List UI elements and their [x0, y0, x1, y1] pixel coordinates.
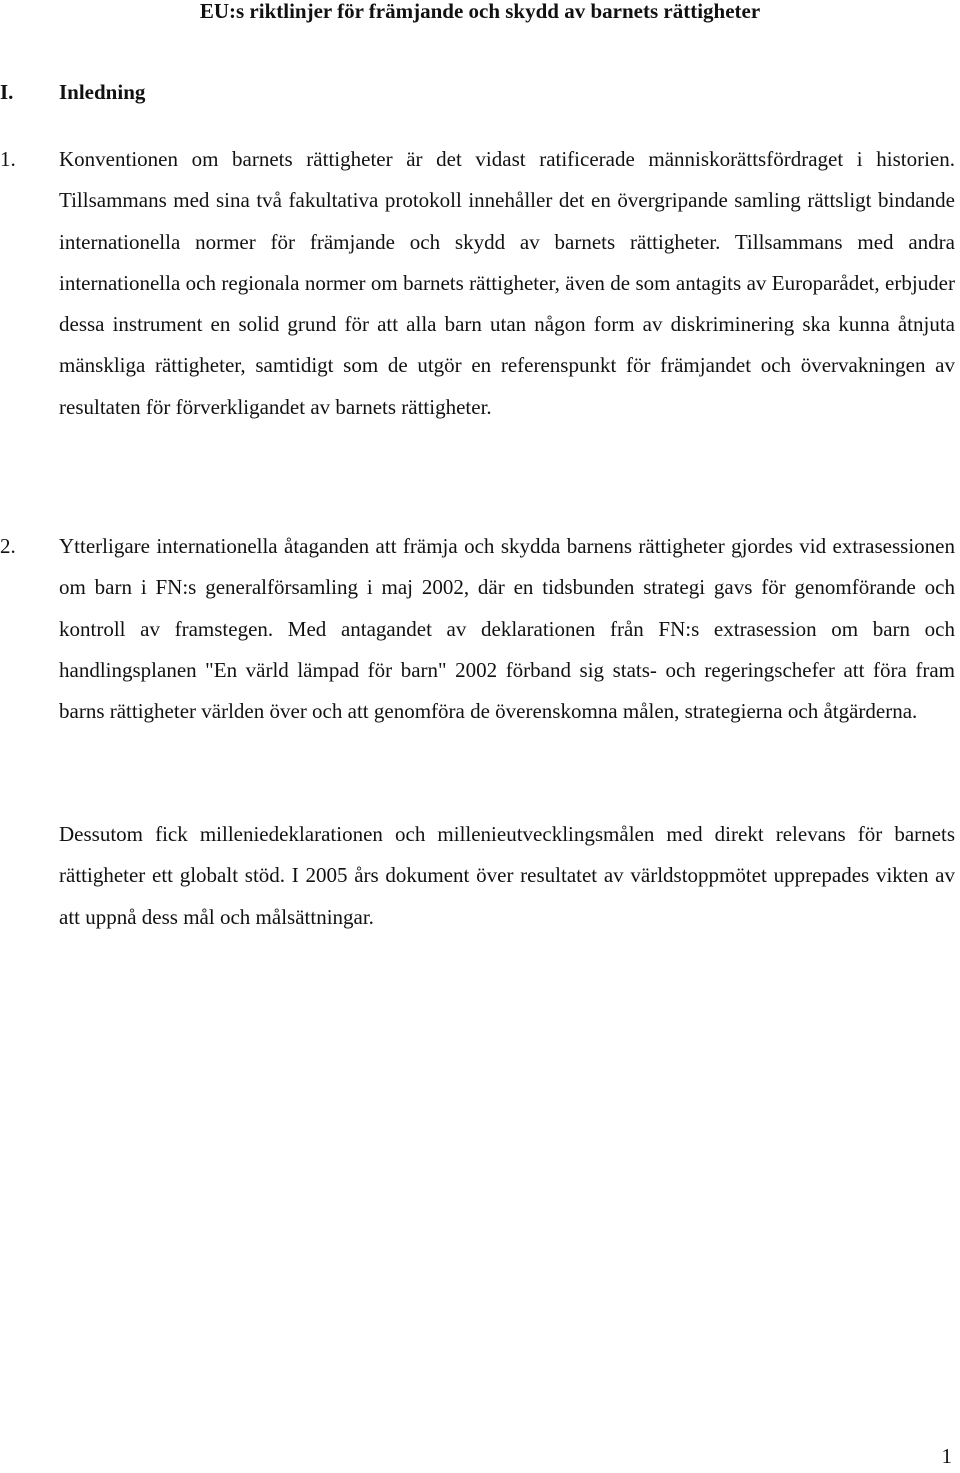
paragraph-2	[0, 526, 955, 732]
page-number: 1	[941, 1444, 952, 1468]
section-heading-text: Inledning	[59, 80, 146, 104]
paragraph-text: Ytterligare internationella åtaganden att främja och skydda barnens rättigheter gjordes vid extrasessionen om barn i FN:s generalförsamling i maj 2002, där en tidsbunden strategi gavs för genomförande och kontroll av framstegen. Med antagandet av deklarationen från FN:s extrasession om barn och handlingsplanen "En värld lämpad för barn" 2002 förband sig stats- och regeringschefer att föra fram barns rättigheter världen över och att genomföra de överenskomna målen, strategierna och åtgärderna.	[59, 534, 955, 724]
section-heading	[0, 77, 145, 107]
paragraph-3	[59, 814, 955, 938]
paragraph-text: Konventionen om barnets rättigheter är det vidast ratificerade människorättsfördraget i historien. Tillsammans med sina två fakultativa protokoll innehåller det en övergripande samling rättsligt bindande internationella normer för främjande och skydd av barnets rättigheter. Tillsammans med andra internationella och regionala normer om barnets rättigheter, även de som antagits av Europarådet, erbjuder dessa instrument en solid grund för att alla barn utan någon form av diskriminering ska kunna åtnjuta mänskliga rättigheter, samtidigt som de utgör en referenspunkt för främjandet och övervakningen av resultaten för förverkligandet av barnets rättigheter.	[59, 147, 955, 419]
paragraph-number: 1.	[0, 147, 16, 171]
document-title: EU:s riktlinjer för främjande och skydd av barnets rättigheter	[199, 0, 761, 23]
section-number: I.	[0, 80, 14, 104]
paragraph-1	[0, 139, 955, 428]
paragraph-number: 2.	[0, 534, 16, 558]
paragraph-text: Dessutom fick milleniedeklarationen och millenieutvecklingsmålen med direkt relevans för barnets rättigheter ett globalt stöd. I 2005 års dokument över resultatet av världstoppmötet upprepades vikten av att uppnå dess mål och målsättningar.	[59, 822, 955, 929]
